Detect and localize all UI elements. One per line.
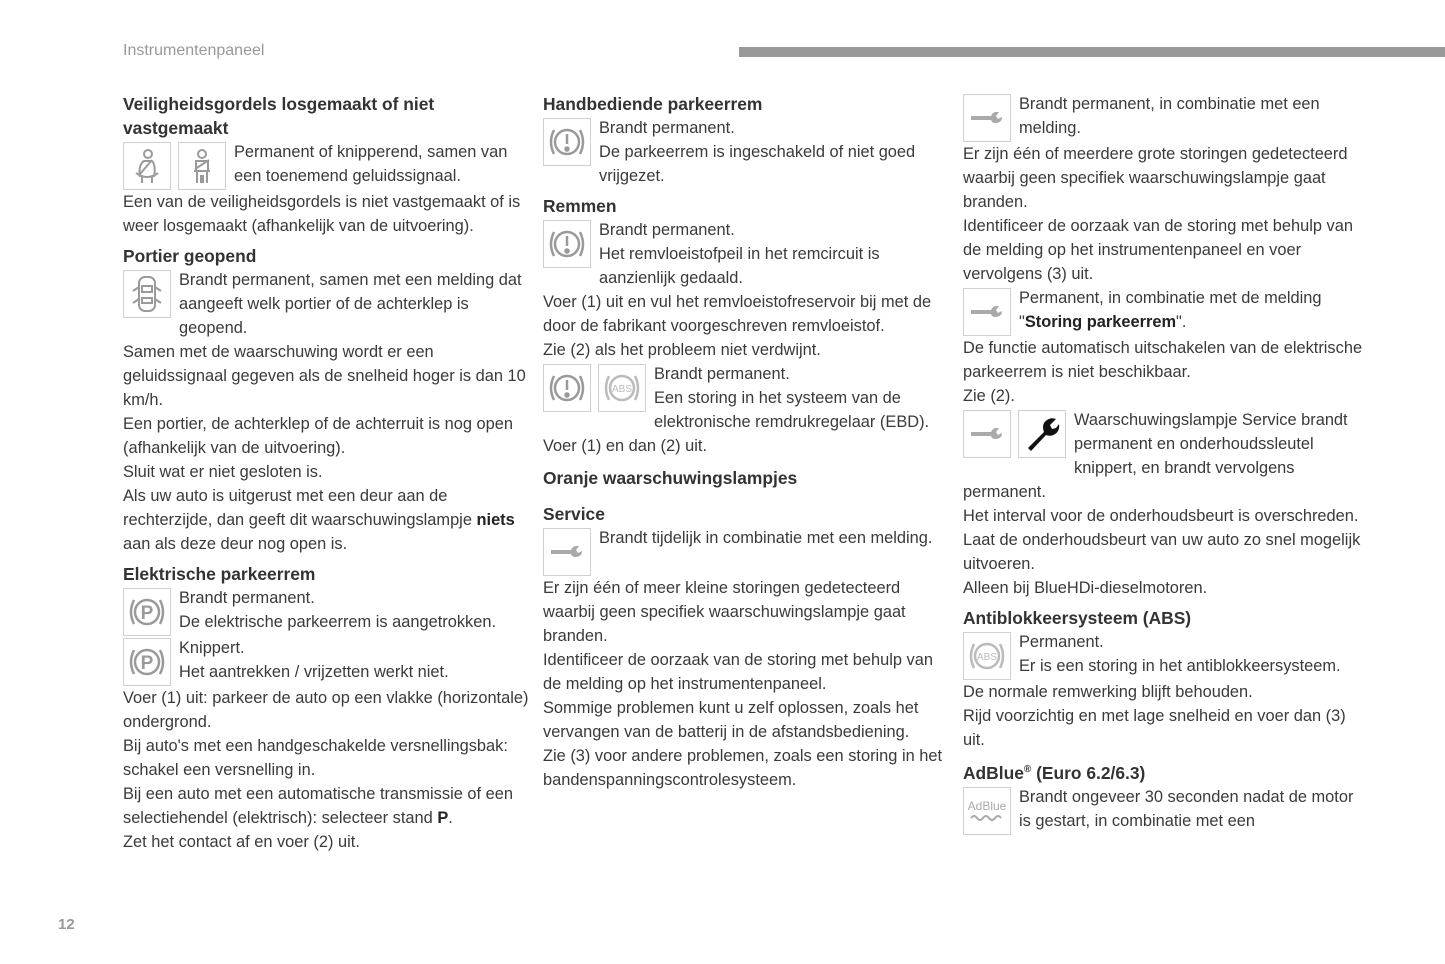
abs-icon [963, 632, 1011, 680]
warning-light-entry: Waarschuwingslampje Service brandt permanent en onderhoudssleutel knippert, en brandt vervolgens permanent. [963, 411, 1348, 501]
warning-light-entry: Permanent, in combinatie met de melding "Storing parkeerrem". [963, 286, 1363, 336]
svg-text:AdBlue: AdBlue [967, 798, 1007, 813]
column-3 [963, 92, 1363, 835]
warning-light-entry: P Brandt permanent. De elektrische parkeerrem is aangetrokken. [123, 586, 533, 636]
bold-term: Storing parkeerrem [1024, 313, 1177, 331]
paragraph: Voer (1) uit en vul het remvloeistofreservoir bij met de door de fabrikant voorgeschreven remvloeistof. [543, 293, 932, 335]
warning-light-entry: Brandt permanent, in combinatie met een melding. [963, 92, 1363, 142]
section-heading: Veiligheidsgordels losgemaakt of niet vastgemaakt [123, 94, 435, 138]
paragraph: De normale remwerking blijft behouden. [963, 683, 1253, 701]
paragraph: Identificeer de oorzaak van de storing met behulp van de melding op het instrumentenpaneel en voer vervolgens (3) uit. [963, 217, 1353, 283]
section-heading: Portier geopend [123, 246, 257, 266]
warning-light-entry: AdBlue Brandt ongeveer 30 seconden nadat de motor is gestart, in combinatie met een [963, 785, 1363, 835]
paragraph: Bij auto's met een handgeschakelde versnellingsbak: schakel een versnelling in. [123, 737, 508, 779]
section-heading: AdBlue® (Euro 6.2/6.3) [963, 762, 1146, 783]
paragraph: Rijd voorzichtig en met lage snelheid en voer dan (3) uit. [963, 707, 1346, 749]
warning-light-entry: P Knippert. Het aantrekken / vrijzetten werkt niet. [123, 636, 533, 686]
page-number: 12 [58, 916, 75, 933]
header-bar [739, 47, 1445, 57]
section-heading: Oranje waarschuwingslampjes [543, 468, 798, 488]
parking-brake-icon [123, 638, 171, 686]
section-title: Instrumentenpaneel [123, 42, 265, 59]
svg-text:ABS: ABS [976, 652, 998, 663]
rear-seatbelt-icon [178, 142, 226, 190]
paragraph: Zie (2). [963, 387, 1015, 405]
paragraph: Voer (1) en dan (2) uit. [543, 437, 707, 455]
paragraph: Sommige problemen kunt u zelf oplossen, zoals het vervangen van de batterij in de afstandsbediening. [543, 699, 919, 741]
paragraph: Als uw auto is uitgerust met een deur aan de rechterzijde, dan geeft dit waarschuwingslampje niets aan als deze deur nog open is. [123, 487, 515, 553]
service-wrench-icon [963, 288, 1011, 336]
section-heading: Handbediende parkeerrem [543, 94, 763, 114]
bold-term: P [437, 809, 449, 827]
brake-warning-icon [543, 118, 591, 166]
warning-light-entry: Brandt permanent. De parkeerrem is ingeschakeld of niet goed vrijgezet. [543, 116, 953, 188]
warning-light-entry: Brandt permanent. Het remvloeistofpeil in het remcircuit is aanzienlijk gedaald. [543, 218, 953, 290]
paragraph: Zet het contact af en voer (2) uit. [123, 833, 360, 851]
warning-light-entry: Permanent of knipperend, samen van een toenemend geluidssignaal. [123, 140, 533, 190]
column-1 [123, 92, 533, 854]
abs-icon [598, 364, 646, 412]
paragraph: Een portier, de achterklep of de achterruit is nog open (afhankelijk van de uitvoering). [123, 415, 513, 457]
parking-brake-icon [123, 588, 171, 636]
paragraph: Zie (2) als het probleem niet verdwijnt. [543, 341, 821, 359]
section-heading: Service [543, 504, 605, 524]
section-heading: Remmen [543, 196, 617, 216]
svg-text:P: P [140, 653, 154, 674]
warning-light-entry: Brandt tijdelijk in combinatie met een melding. [543, 526, 953, 576]
brake-warning-icon [543, 364, 591, 412]
paragraph: Bij een auto met een automatische transmissie of een selectiehendel (elektrisch): selecteer stand P. [123, 785, 513, 827]
paragraph: Samen met de waarschuwing wordt er een geluidssignaal gegeven als de snelheid hoger is dan 10 km/h. [123, 343, 526, 409]
svg-text:P: P [140, 603, 154, 624]
paragraph: Een van de veiligheidsgordels is niet vastgemaakt of is weer losgemaakt (afhankelijk van de uitvoering). [123, 193, 521, 235]
service-wrench-icon [543, 528, 591, 576]
svg-text:ABS: ABS [611, 384, 633, 395]
paragraph: Zie (3) voor andere problemen, zoals een storing in het bandenspanningscontrolesysteem. [543, 747, 943, 789]
paragraph: De functie automatisch uitschakelen van de elektrische parkeerrem is niet beschikbaar. [963, 339, 1363, 381]
bold-term: niets [476, 511, 515, 529]
paragraph: Identificeer de oorzaak van de storing met behulp van de melding op het instrumentenpaneel. [543, 651, 933, 693]
paragraph: Het interval voor de onderhoudsbeurt is overschreden. [963, 507, 1359, 525]
warning-light-entry: Brandt permanent, samen met een melding dat aangeeft welk portier of de achterklep is geopend. [123, 268, 533, 340]
service-wrench-icon [963, 94, 1011, 142]
seatbelt-icon [123, 142, 171, 190]
door-open-icon [123, 270, 171, 318]
column-2 [543, 92, 953, 792]
brake-warning-icon [543, 220, 591, 268]
warning-light-entry: ABS Permanent. Er is een storing in het antiblokkeersysteem. [963, 630, 1363, 680]
paragraph: Voer (1) uit: parkeer de auto op een vlakke (horizontale) ondergrond. [123, 689, 529, 731]
paragraph: Laat de onderhoudsbeurt van uw auto zo snel mogelijk uitvoeren. [963, 531, 1361, 573]
paragraph: Sluit wat er niet gesloten is. [123, 463, 323, 481]
section-heading: Elektrische parkeerrem [123, 564, 316, 584]
paragraph: Er zijn één of meerdere grote storingen gedetecteerd waarbij geen specifiek waarschuwingslampje gaat branden. [963, 145, 1348, 211]
paragraph: Alleen bij BlueHDi-dieselmotoren. [963, 579, 1208, 597]
service-wrench-icon [963, 410, 1011, 458]
maintenance-wrench-icon [1018, 410, 1066, 458]
section-heading: Antiblokkeersysteem (ABS) [963, 608, 1192, 628]
paragraph: Er zijn één of meer kleine storingen gedetecteerd waarbij geen specifiek waarschuwingslampje gaat branden. [543, 579, 906, 645]
adblue-icon [963, 787, 1011, 835]
warning-light-entry: ABS Brandt permanent. Een storing in het systeem van de elektronische remdrukregelaar (EBD). [543, 362, 953, 434]
